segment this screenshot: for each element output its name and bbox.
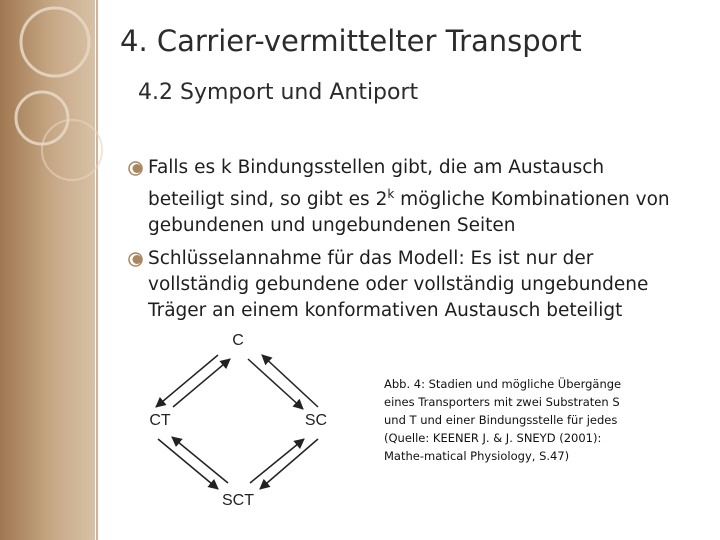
transition-arrow-sct-to-ct (172, 437, 228, 483)
bullet-item-1 (128, 155, 703, 239)
transition-arrow-sct-to-sc (250, 439, 304, 483)
transition-arrow-ct-to-sct (158, 439, 218, 489)
bullet-1-line-2: beteiligt sind, so gibt es 2$^k$ mögliche Kombinationen von (148, 187, 670, 211)
caption-line: (Quelle: KEENER J. & J. SNEYD (2001): (384, 431, 602, 445)
transition-arrow-ct-to-c (173, 359, 230, 407)
figure-caption (384, 375, 666, 465)
caption-line: Mathe-matical Physiology, S.47) (384, 449, 570, 463)
transition-arrow-c-to-sc (248, 359, 303, 409)
caption-line: Abb. 4: Stadien und mögliche Übergänge (384, 377, 622, 391)
caption-line: und T und einer Bindungsstelle für jedes (384, 413, 618, 427)
bullet-2-line-1: Schlüsselannahme für das Modell: Es ist nur der (148, 248, 594, 269)
transition-arrow-c-to-ct (156, 355, 218, 407)
caption-line: eines Transporters mit zwei Substraten S (384, 395, 620, 409)
state-label-sc: SC (304, 412, 328, 429)
state-label-ct: CT (149, 412, 171, 429)
bullet-1-line-3: gebundenen und ungebundenen Seiten (148, 215, 516, 237)
transition-arrow-sc-to-sct (260, 439, 318, 489)
slide-title: 4. Carrier-vermittelter Transport (120, 24, 582, 58)
slide-subtitle: 4.2 Symport und Antiport (138, 80, 419, 105)
transition-arrow-sc-to-c (262, 355, 318, 407)
bullet-2-line-2: vollständig gebundene oder vollständig ungebundene (148, 274, 649, 295)
bullet-marker-icon (128, 252, 143, 267)
bullet-1-line-1: Falls es k Bindungsstellen gibt, die am Austausch (148, 157, 605, 178)
bullet-marker-icon (128, 161, 143, 176)
transport-state-diagram (138, 325, 338, 535)
state-label-c: C (232, 332, 244, 349)
superscript-k: k (387, 187, 395, 201)
bullet-2-line-3: Träger an einem konformativen Austausch beteiligt (148, 300, 623, 321)
bullet-item-2 (128, 246, 703, 324)
decorative-circles (0, 0, 120, 200)
state-label-sct: SCT (222, 492, 254, 509)
